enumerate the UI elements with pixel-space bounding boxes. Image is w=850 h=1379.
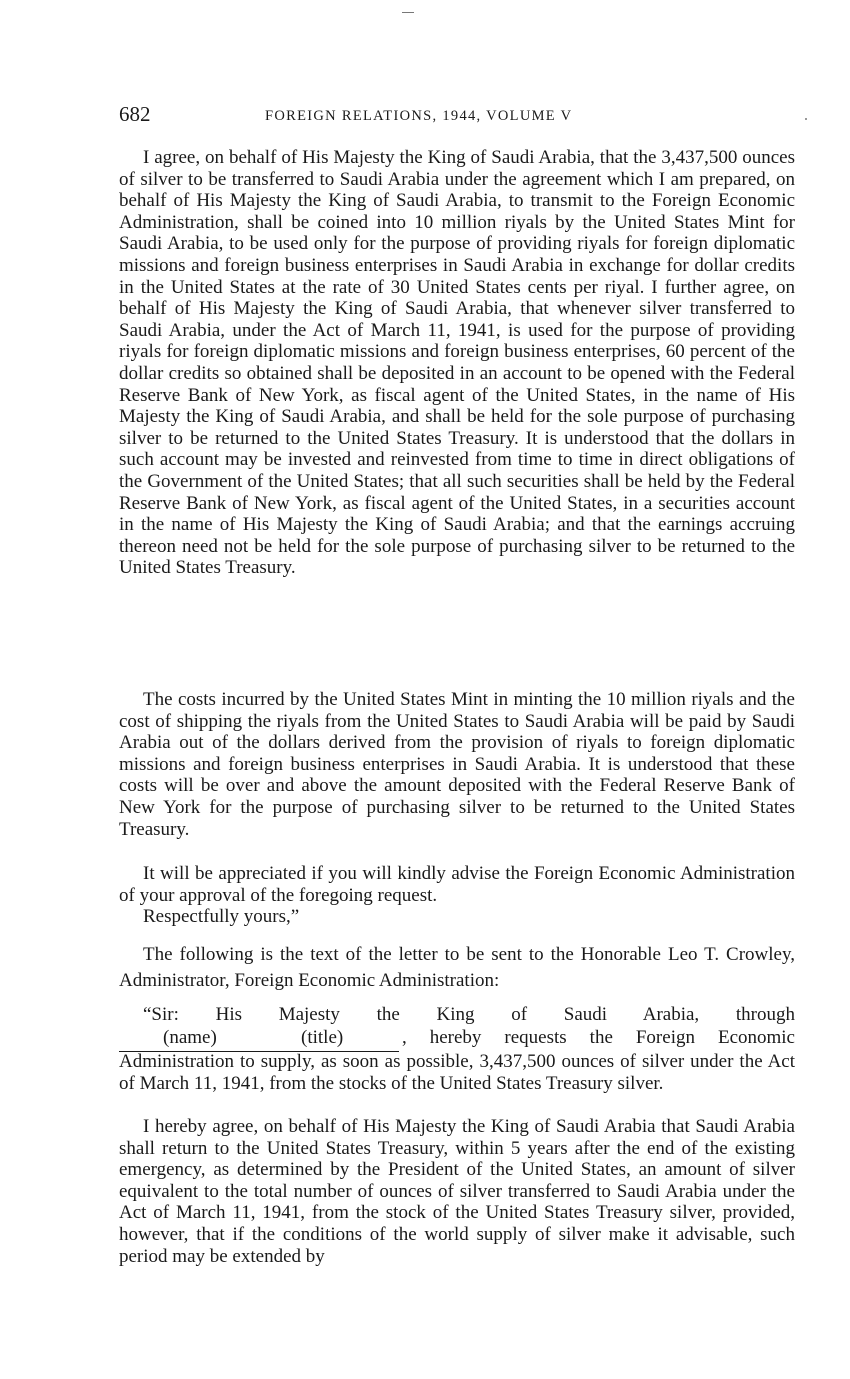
top-dash-mark — [402, 12, 414, 13]
print-speck — [805, 118, 807, 120]
letter-salutation-line: “Sir: His Majesty the King of Saudi Arabia, through — [143, 1004, 795, 1025]
blank-continuation: , hereby requests the Foreign Economic — [402, 1027, 795, 1048]
running-title: FOREIGN RELATIONS, 1944, VOLUME V — [265, 108, 573, 124]
paragraph-letter-request: Administration to supply, as soon as possible, 3,437,500 ounces of silver under the Act of March 11, 1941, from the stocks of the United States Treasury silver. — [119, 1051, 795, 1094]
paragraph-approval-request: It will be appreciated if you will kindly advise the Foreign Economic Administration of your approval of the foregoing request. — [119, 863, 795, 906]
paragraph-minting-costs: The costs incurred by the United States Mint in minting the 10 million riyals and the cost of shipping the riyals from the United States to Saudi Arabia will be paid by Saudi Arabia out of the dollars derived from the provision of riyals to foreign diplomatic missions and foreign business enterprises in Saudi Arabia. It is understood that these costs will be over and above the amount deposited with the Federal Reserve Bank of New York for the purpose of purchasing silver to be returned to the United States Treasury. — [119, 689, 795, 840]
paragraph-return-agreement: I hereby agree, on behalf of His Majesty the King of Saudi Arabia that Saudi Arabia shall return to the United States Treasury, within 5 years after the end of the existing emergency, as determined by the President of the United States, an amount of silver equivalent to the total number of ounces of silver transferred to Saudi Arabia under the Act of March 11, 1941, from the stock of the United States Treasury silver, provided, however, that if the conditions of the world supply of silver make it advisable, such period may be extended by — [119, 1116, 795, 1267]
name-title-blank — [119, 1024, 399, 1052]
page-header — [119, 102, 809, 132]
paragraph-closing: Respectfully yours,” — [143, 906, 300, 927]
paragraph-letter-intro: The following is the text of the letter to be sent to the Honorable Leo T. Crowley, Administrator, Foreign Economic Administration: — [119, 944, 795, 991]
page-number: 682 — [119, 102, 151, 126]
paragraph-silver-coinage: I agree, on behalf of His Majesty the King of Saudi Arabia, that the 3,437,500 ounces of silver to be transferred to Saudi Arabia under the agreement which I am prepared, on behalf of His Majesty the King of Saudi Arabia, to transmit to the Foreign Economic Administration, shall be coined into 10 million riyals by the United States Mint for Saudi Arabia, to be used only for the purpose of providing riyals for foreign diplomatic missions and foreign business enterprises in Saudi Arabia in exchange for dollar credits in the United States at the rate of 30 United States cents per riyal. I further agree, on behalf of His Majesty the King of Saudi Arabia, that whenever silver transferred to Saudi Arabia, under the Act of March 11, 1941, is used for the purpose of providing riyals for foreign diplomatic missions and foreign business enterprises, 60 percent of the dollar credits so obtained shall be deposited in an account to be opened with the Federal Reserve Bank of New York, as fiscal agent of the United States, in the name of His Majesty the King of Saudi Arabia, and shall be held for the sole purpose of purchasing silver to be returned to the United States Treasury. It is understood that the dollars in such account may be invested and reinvested from time to time in direct obligations of the Government of the United States; that all such securities shall be held by the Federal Reserve Bank of New York, as fiscal agent of the United States, in a securities account in the name of His Majesty the King of Saudi Arabia; and that the earnings accruing thereon need not be held for the sole purpose of purchasing silver to be returned to the United States Treasury. — [119, 147, 795, 579]
blank-title-label: (title) — [301, 1027, 344, 1048]
blank-name-label: (name) — [163, 1027, 217, 1048]
